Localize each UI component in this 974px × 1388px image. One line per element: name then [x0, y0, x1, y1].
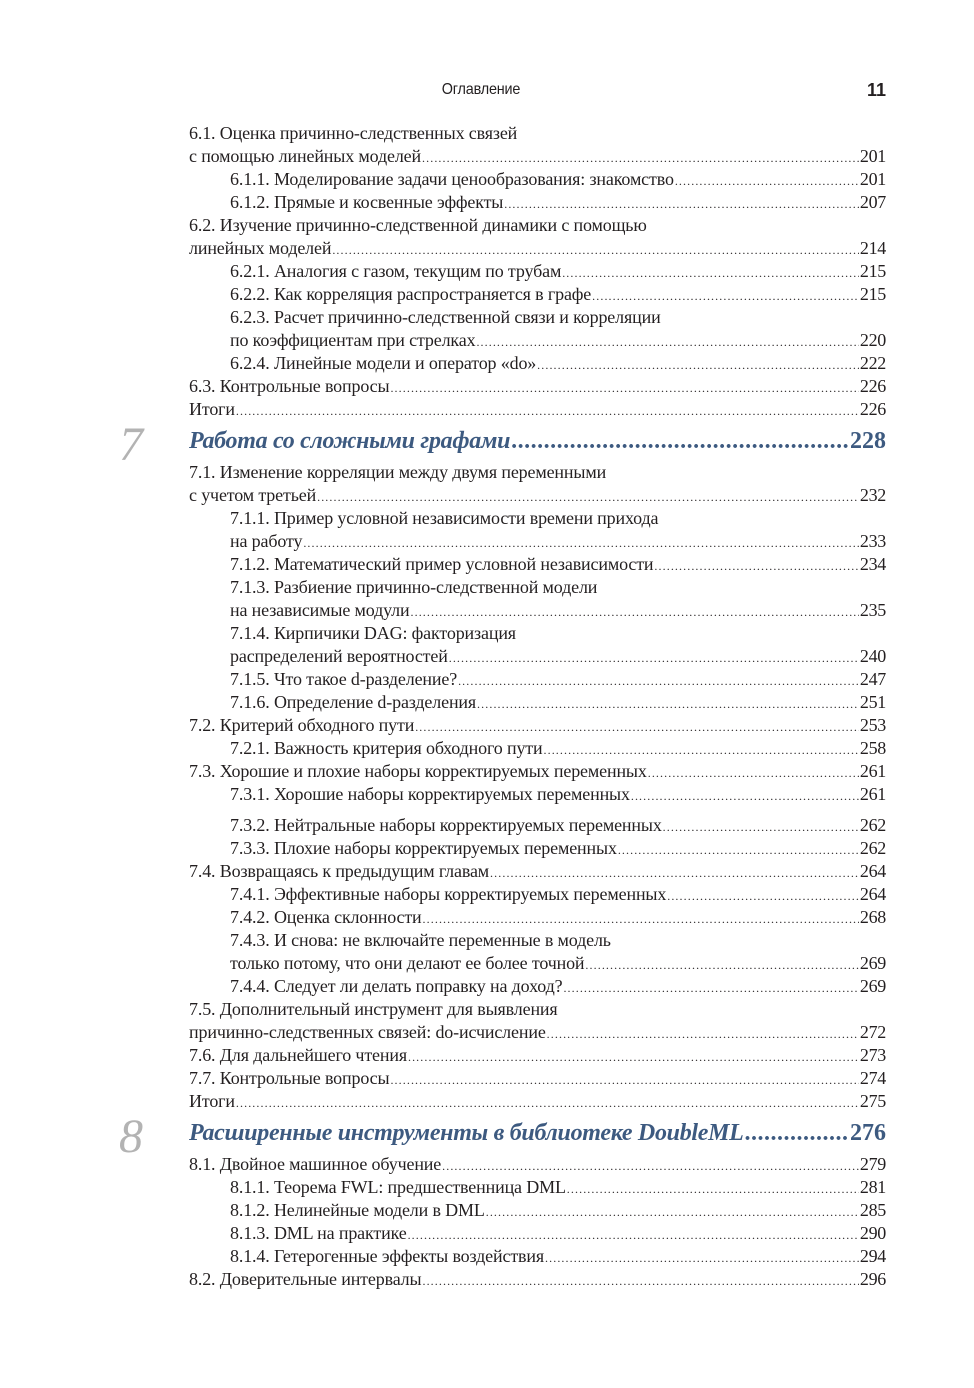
entry-page-number: 261 — [859, 761, 886, 781]
dot-leader — [442, 1155, 859, 1178]
toc-subsection-entry[interactable] — [230, 668, 886, 691]
toc-subsection-entry[interactable] — [230, 507, 886, 530]
entry-title: на работу — [230, 531, 303, 551]
entry-title: с учетом третьей — [189, 485, 317, 505]
entry-title: по коэффициентам при стрелках — [230, 330, 476, 350]
entry-page-number: 207 — [859, 192, 886, 212]
table-of-contents — [0, 122, 974, 1291]
entry-title: 6.2.1. Аналогия с газом, текущим по трубам — [230, 261, 562, 281]
toc-section-entry[interactable] — [189, 375, 886, 398]
toc-chapter-heading[interactable] — [119, 418, 886, 471]
entry-page-number: 226 — [859, 376, 886, 396]
running-header — [0, 78, 974, 102]
toc-section-entry[interactable] — [189, 484, 886, 507]
entry-title: 7.2. Критерий обходного пути — [189, 715, 415, 735]
entry-page-number: 261 — [859, 784, 886, 804]
entry-title: 7.3.2. Нейтральные наборы корректируемых переменных — [230, 815, 662, 835]
dot-leader — [618, 839, 859, 862]
entry-title: линейных моделей — [189, 238, 332, 258]
entry-page-number: 240 — [859, 646, 886, 666]
toc-subsection-entry[interactable] — [230, 576, 886, 599]
toc-section-entry[interactable] — [189, 1153, 886, 1176]
entry-title: 8.1.4. Гетерогенные эффекты воздействия — [230, 1246, 545, 1266]
toc-subsection-entry[interactable] — [230, 906, 886, 929]
toc-subsection-entry[interactable] — [230, 929, 886, 952]
dot-leader — [547, 1023, 859, 1046]
toc-section-entry[interactable] — [189, 214, 886, 237]
toc-subsection-entry[interactable] — [230, 952, 886, 975]
dot-leader — [537, 354, 859, 377]
toc-section-entry[interactable] — [189, 998, 886, 1021]
entry-title: 7.4.1. Эффективные наборы корректируемых переменных — [230, 884, 667, 904]
entry-title: 7.1. Изменение корреляции между двумя переменными — [189, 462, 607, 482]
dot-leader — [477, 693, 859, 716]
toc-subsection-entry[interactable] — [230, 329, 886, 352]
dot-leader — [423, 908, 859, 931]
toc-subsection-entry[interactable] — [230, 691, 886, 714]
toc-section-entry[interactable] — [189, 714, 886, 737]
entry-title: 7.3. Хорошие и плохие наборы корректируемых переменных — [189, 761, 647, 781]
dot-leader — [486, 1201, 859, 1224]
entry-page-number: 296 — [859, 1269, 886, 1289]
toc-subsection-entry[interactable] — [230, 783, 886, 806]
entry-title: 7.5. Дополнительный инструмент для выявления — [189, 999, 558, 1019]
toc-section-entry[interactable] — [189, 461, 886, 484]
entry-page-number: 269 — [859, 953, 886, 973]
dot-leader — [544, 739, 859, 762]
dot-leader — [504, 193, 859, 216]
entry-title: 7.4.4. Следует ли делать поправку на доход? — [230, 976, 563, 996]
toc-section-entry[interactable] — [189, 1067, 886, 1090]
toc-subsection-entry[interactable] — [230, 837, 886, 860]
entry-title: 6.1.1. Моделирование задачи ценообразования: знакомство — [230, 169, 674, 189]
entry-page-number: 226 — [859, 399, 886, 419]
entry-page-number: 285 — [859, 1200, 886, 1220]
entry-page-number: 220 — [859, 330, 886, 350]
toc-section-entry[interactable] — [189, 1090, 886, 1113]
entry-page-number: 247 — [859, 669, 886, 689]
toc-subsection-entry[interactable] — [230, 191, 886, 214]
toc-section-entry[interactable] — [189, 122, 886, 145]
page-number: 11 — [866, 80, 886, 100]
dot-leader — [675, 170, 859, 193]
entry-title: Итоги — [189, 399, 235, 419]
toc-subsection-entry[interactable] — [230, 737, 886, 760]
toc-subsection-entry[interactable] — [230, 599, 886, 622]
entry-title: 7.1.1. Пример условной независимости времени прихода — [230, 508, 659, 528]
dot-leader — [511, 421, 849, 461]
dot-leader — [562, 262, 859, 285]
dot-leader — [303, 532, 859, 555]
entry-page-number: 290 — [859, 1223, 886, 1243]
entry-title: 6.2.2. Как корреляция распространяется в графе — [230, 284, 592, 304]
entry-page-number: 234 — [859, 554, 886, 574]
dot-leader — [648, 762, 859, 785]
entry-title: распределений вероятностей — [230, 646, 448, 666]
toc-subsection-entry[interactable] — [230, 260, 886, 283]
entry-title: 7.1.4. Кирпичики DAG: факторизация — [230, 623, 516, 643]
toc-subsection-entry[interactable] — [230, 645, 886, 668]
entry-page-number: 268 — [859, 907, 886, 927]
dot-leader — [236, 1092, 859, 1115]
dot-leader — [411, 601, 859, 624]
toc-chapter-heading[interactable] — [119, 1110, 886, 1163]
toc-section-entry[interactable] — [189, 860, 886, 883]
chapter-page-number: 228 — [850, 428, 886, 454]
entry-page-number: 201 — [859, 146, 886, 166]
entry-page-number: 233 — [859, 531, 886, 551]
dot-leader — [317, 486, 859, 509]
entry-page-number: 281 — [859, 1177, 886, 1197]
entry-title: 6.2.4. Линейные модели и оператор «do» — [230, 353, 537, 373]
entry-page-number: 273 — [859, 1045, 886, 1065]
dot-leader — [422, 147, 859, 170]
toc-subsection-entry[interactable] — [230, 1245, 886, 1268]
toc-section-entry[interactable] — [189, 760, 886, 783]
entry-title: причинно-следственных связей: do-исчисление — [189, 1022, 546, 1042]
entry-page-number: 274 — [859, 1068, 886, 1088]
toc-subsection-entry[interactable] — [230, 975, 886, 998]
toc-section-entry[interactable] — [189, 145, 886, 168]
dot-leader — [332, 239, 859, 262]
dot-leader — [654, 555, 858, 578]
dot-leader — [408, 1224, 859, 1247]
dot-leader — [545, 1247, 859, 1270]
entry-title: 7.1.3. Разбиение причинно-следственной модели — [230, 577, 598, 597]
entry-title: с помощью линейных моделей — [189, 146, 422, 166]
dot-leader — [415, 716, 859, 739]
toc-section-entry[interactable] — [189, 237, 886, 260]
dot-leader — [585, 954, 858, 977]
entry-title: 6.3. Контрольные вопросы — [189, 376, 390, 396]
dot-leader — [567, 1178, 859, 1201]
entry-page-number: 214 — [859, 238, 886, 258]
entry-page-number: 253 — [859, 715, 886, 735]
dot-leader — [408, 1046, 859, 1069]
entry-page-number: 262 — [859, 838, 886, 858]
chapter-page-number: 276 — [850, 1120, 886, 1146]
entry-page-number: 275 — [859, 1091, 886, 1111]
entry-page-number: 279 — [859, 1154, 886, 1174]
entry-page-number: 222 — [859, 353, 886, 373]
toc-subsection-entry[interactable] — [230, 1222, 886, 1245]
entry-title: 7.4.3. И снова: не включайте переменные в модель — [230, 930, 611, 950]
dot-leader — [422, 1270, 858, 1293]
toc-subsection-entry[interactable] — [230, 1199, 886, 1222]
entry-page-number: 272 — [859, 1022, 886, 1042]
dot-leader — [563, 977, 858, 1000]
chapter-title: Расширенные инструменты в библиотеке DoubleML — [189, 1120, 744, 1146]
entry-page-number: 235 — [859, 600, 886, 620]
dot-leader — [449, 647, 859, 670]
dot-leader — [663, 816, 859, 839]
entry-page-number: 215 — [859, 261, 886, 281]
entry-page-number: 294 — [859, 1246, 886, 1266]
entry-title: 7.2.1. Важность критерия обходного пути — [230, 738, 543, 758]
entry-title: 7.3.1. Хорошие наборы корректируемых переменных — [230, 784, 630, 804]
entry-title: 6.1. Оценка причинно-следственных связей — [189, 123, 518, 143]
toc-section-entry[interactable] — [189, 1268, 886, 1291]
entry-page-number: 264 — [859, 884, 886, 904]
dot-leader — [390, 377, 858, 400]
entry-page-number: 251 — [859, 692, 886, 712]
dot-leader — [631, 785, 859, 808]
chapter-number: 8 — [119, 1110, 143, 1163]
dot-leader — [458, 670, 859, 693]
toc-subsection-entry[interactable] — [230, 306, 886, 329]
entry-page-number: 262 — [859, 815, 886, 835]
entry-title: 7.6. Для дальнейшего чтения — [189, 1045, 407, 1065]
dot-leader — [745, 1113, 849, 1153]
dot-leader — [476, 331, 858, 354]
entry-title: 7.1.5. Что такое d-разделение? — [230, 669, 458, 689]
toc-section-entry[interactable] — [189, 1044, 886, 1067]
entry-title: 6.2.3. Расчет причинно-следственной связи и корреляции — [230, 307, 661, 327]
toc-subsection-entry[interactable] — [230, 553, 886, 576]
entry-title: 7.1.2. Математический пример условной независимости — [230, 554, 654, 574]
toc-subsection-entry[interactable] — [230, 352, 886, 375]
chapter-number: 7 — [119, 418, 143, 471]
entry-title: 6.1.2. Прямые и косвенные эффекты — [230, 192, 504, 212]
dot-leader — [592, 285, 859, 308]
entry-title: 8.1.2. Нелинейные модели в DML — [230, 1200, 485, 1220]
toc-subsection-entry[interactable] — [230, 814, 886, 837]
entry-title: 8.1.3. DML на практике — [230, 1223, 407, 1243]
entry-page-number: 215 — [859, 284, 886, 304]
dot-leader — [236, 400, 859, 423]
chapter-title: Работа со сложными графами — [189, 428, 511, 454]
dot-leader — [390, 1069, 858, 1092]
entry-title: 8.1. Двойное машинное обучение — [189, 1154, 442, 1174]
toc-section-entry[interactable] — [189, 398, 886, 421]
entry-page-number: 232 — [859, 485, 886, 505]
dot-leader — [667, 885, 859, 908]
entry-title: Итоги — [189, 1091, 235, 1111]
entry-title: 7.1.6. Определение d-разделения — [230, 692, 477, 712]
entry-page-number: 258 — [859, 738, 886, 758]
toc-subsection-entry[interactable] — [230, 883, 886, 906]
entry-title: 7.4. Возвращаясь к предыдущим главам — [189, 861, 490, 881]
entry-title: 7.7. Контрольные вопросы — [189, 1068, 390, 1088]
entry-title: на независимые модули — [230, 600, 410, 620]
entry-title: 8.1.1. Теорема FWL: предшественница DML — [230, 1177, 566, 1197]
entry-title: 8.2. Доверительные интервалы — [189, 1269, 422, 1289]
entry-title: только потому, что они делают ее более точной — [230, 953, 585, 973]
toc-subsection-entry[interactable] — [230, 530, 886, 553]
entry-title: 7.3.3. Плохие наборы корректируемых переменных — [230, 838, 617, 858]
toc-section-entry[interactable] — [189, 1021, 886, 1044]
entry-title: 7.4.2. Оценка склонности — [230, 907, 422, 927]
entry-page-number: 269 — [859, 976, 886, 996]
toc-subsection-entry[interactable] — [230, 622, 886, 645]
running-title: Оглавление — [441, 81, 521, 98]
toc-subsection-entry[interactable] — [230, 1176, 886, 1199]
toc-subsection-entry[interactable] — [230, 168, 886, 191]
entry-page-number: 201 — [859, 169, 886, 189]
entry-title: 6.2. Изучение причинно-следственной динамики с помощью — [189, 215, 647, 235]
entry-page-number: 264 — [859, 861, 886, 881]
dot-leader — [490, 862, 859, 885]
toc-subsection-entry[interactable] — [230, 283, 886, 306]
